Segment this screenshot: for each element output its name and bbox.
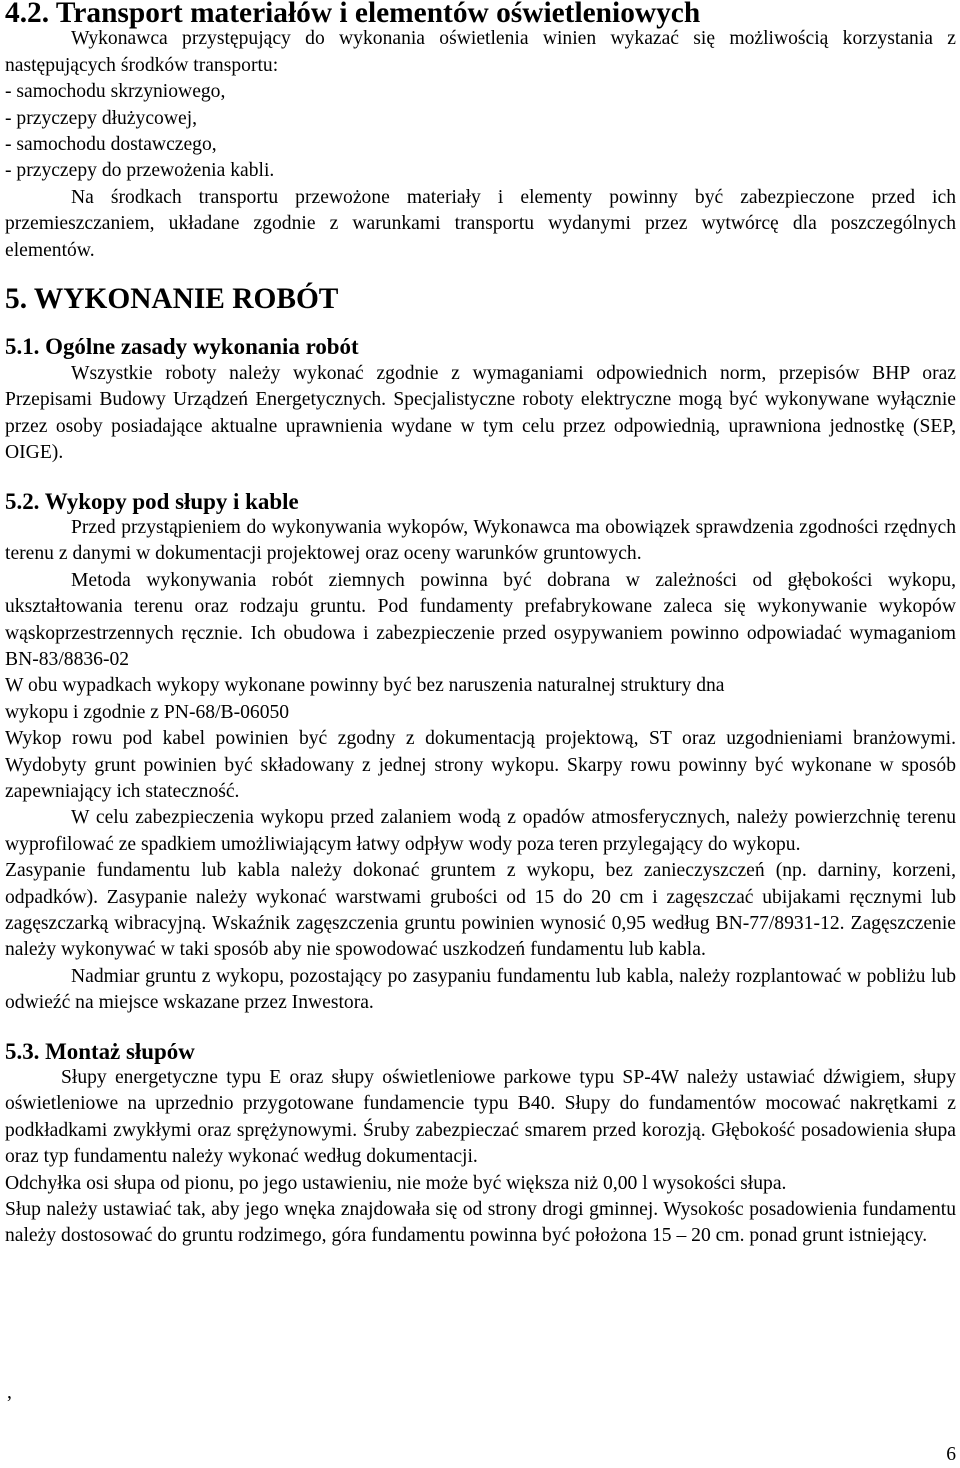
paragraph: Na środkach transportu przewożone materiały i elementy powinny być zabezpieczone przed ich przemieszczaniem, układane zgodnie z warunkami transportu wydanymi przez wytwórcę dla poszczególnych elementów. — [5, 186, 956, 261]
section-5-2 — [5, 489, 956, 1017]
paragraph: Wszystkie roboty należy wykonać zgodnie z wymaganiami odpowiednich norm, przepisów BHP oraz Przepisami Budowy Urządzeń Energetycznych. Specjalistyczne roboty elektryczne mogą być wykonywane wyłącznie przez osoby posiadające aktualne uprawnienia wydane w tym celu przez odpowiednią, uprawniona jednostkę (SEP, OIGE). — [5, 362, 956, 464]
paragraph: Nadmiar gruntu z wykopu, pozostający po zasypaniu fundamentu lub kabla, należy rozplantować w pobliżu lub odwieźć na miejsce wskazane przez Inwestora. — [5, 965, 956, 1014]
list-item: - przyczepy dłużycowej, — [5, 107, 198, 129]
paragraph: W celu zabezpieczenia wykopu przed zalaniem wodą z opadów atmosferycznych, należy powierzchnię terenu wyprofilować ze spadkiem umożliwiającym łatwy odpływ wody poza teren przylegający do wykopu. — [5, 807, 956, 855]
section-heading: 5.1. Ogólne zasady wykonania robót — [5, 334, 359, 360]
section-5-1 — [5, 334, 956, 466]
paragraph-line: W obu wypadkach wykopy wykonane powinny być bez naruszenia naturalnej struktury dna — [5, 675, 725, 697]
section-4-2 — [5, 0, 956, 264]
section-heading: 5.3. Montaż słupów — [5, 1038, 195, 1064]
paragraph: Metoda wykonywania robót ziemnych powinna być dobrana w zależności od głębokości wykopu, ukształtowania terenu oraz rodzaju gruntu. Pod fundamenty prefabrykowane zaleca się wykonywanie wykopów wąskoprzestrzennych ręcznie. Ich obudowa i zabezpieczenie przed osypywaniem powinno odpowiadać wymaganiom BN-83/8836-02 — [5, 569, 956, 670]
stray-mark: , — [7, 1382, 12, 1403]
transport-list — [5, 79, 956, 185]
list-item: - samochodu dostawczego, — [5, 134, 217, 156]
paragraph: Słupy energetyczne typu E oraz słupy oświetleniowe parkowe typu SP-4W należy ustawiać dźwigiem, słupy oświetleniowe na uprzednio przygotowane fundamencie typu B40. Słupy do fundamentów mocować nakrętkami z podkładkami zwykłymi oraz sprężynowymi. Śruby zabezpieczać smarem przed korozją. Głębokość posadowienia słupa oraz typ fundamentu należy wykonać według dokumentacji. — [5, 1067, 956, 1168]
page-number: 6 — [946, 1444, 956, 1465]
section-5-3 — [5, 1039, 956, 1250]
list-item: - samochodu skrzyniowego, — [5, 81, 226, 103]
paragraph: Zasypanie fundamentu lub kabla należy dokonać gruntem z wykopu, bez zanieczyszczeń (np. darniny, korzeni, odpadków). Zasypanie należy wykonać warstwami grubości od 15 do 20 cm i zagęszczać ubijakami ręcznymi lub zagęszczarką wibracyjną. Wskaźnik zagęszczenia gruntu powinien wynosić 0,95 według BN-77/8931-12. Zagęszczenie należy wykonywać w taki sposób aby nie spowodować uszkodzeń fundamentu lub kabla. — [5, 860, 956, 961]
list-item: - przyczepy do przewożenia kabli. — [5, 160, 275, 182]
paragraph: Odchyłka osi słupa od pionu, po jego ustawieniu, nie może być większa niż 0,00 l wysokości słupa. — [5, 1172, 787, 1194]
paragraph-line: wykopu i zgodnie z PN-68/B-06050 — [5, 701, 290, 723]
paragraph: Wykop rowu pod kabel powinien być zgodny z dokumentacją projektową, ST oraz uzgodnieniami branżowymi. Wydobyty grunt powinien być składowany z jednej strony wykopu. Skarpy rowu powinny być wykonane w sposób zapewniający ich stateczność. — [5, 728, 956, 802]
paragraph: Słup należy ustawiać tak, aby jego wnęka znajdowała się od strony drogi gminnej. Wysokośc posadowienia fundamentu należy dostosować do gruntu rodzimego, góra fundamentu powinna być położona 15 – 20 cm. ponad grunt istniejący. — [5, 1199, 956, 1247]
section-heading: 5.2. Wykopy pod słupy i kable — [5, 488, 299, 514]
paragraph: Wykonawca przystępujący do wykonania oświetlenia winien wykazać się możliwością korzystania z następujących środków transportu: — [5, 28, 956, 76]
chapter-heading: 5. WYKONANIE ROBÓT — [5, 283, 339, 316]
paragraph: Przed przystąpieniem do wykonywania wykopów, Wykonawca ma obowiązek sprawdzenia zgodności rzędnych terenu z danymi w dokumentacji projektowej oraz oceny warunków gruntowych. — [5, 516, 956, 565]
section-heading: 4.2. Transport materiałów i elementów oświetleniowych — [5, 0, 701, 29]
